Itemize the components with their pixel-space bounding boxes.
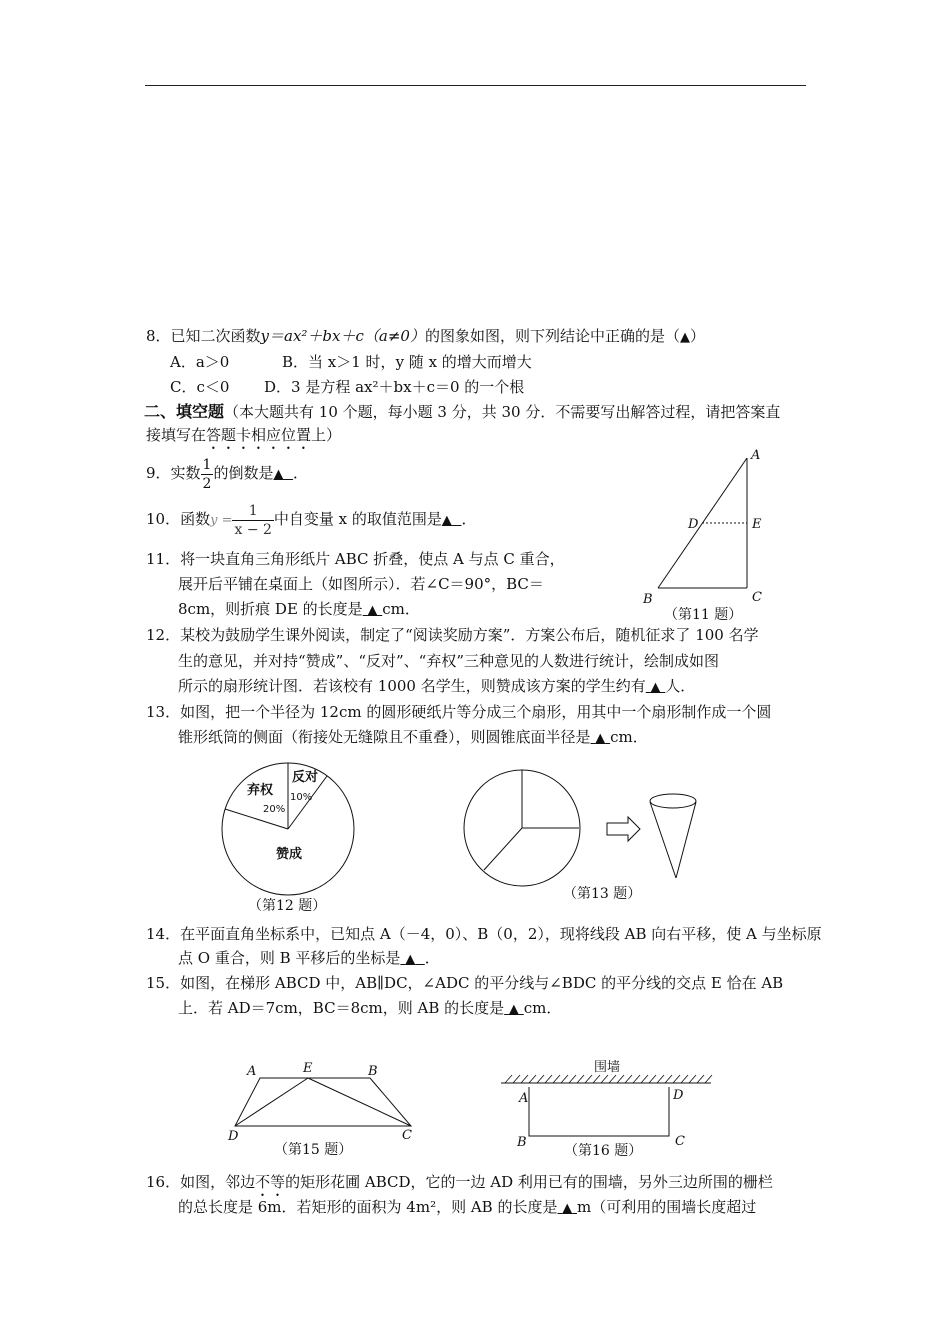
q11-unit: cm． bbox=[382, 600, 420, 618]
q10-end: ． bbox=[461, 510, 477, 528]
fig15-label-a: A bbox=[247, 1064, 257, 1079]
q16-emphasis: 不等 bbox=[255, 1173, 286, 1191]
header-rule bbox=[145, 85, 806, 86]
segment-ed bbox=[235, 1078, 308, 1126]
q13-unit: cm． bbox=[610, 728, 648, 746]
fig16-wall-label: 围墙 bbox=[594, 1060, 621, 1075]
hatch-mark bbox=[681, 1075, 688, 1083]
fig11-triangle bbox=[630, 440, 790, 630]
q8-option-d: D．3 是方程 ax²＋bx＋c＝0 的一个根 bbox=[264, 378, 525, 396]
fraction-numerator: 1 bbox=[232, 502, 273, 521]
section-intro-b1: 接填写在 bbox=[146, 426, 207, 444]
q9-end: ． bbox=[293, 464, 309, 482]
fig16-label-c: C bbox=[675, 1134, 685, 1149]
cone-rim bbox=[650, 794, 696, 808]
q11-text: 8cm，则折痕 DE 的长度是 bbox=[178, 600, 363, 618]
fig12-pie-chart bbox=[215, 758, 365, 908]
q15-text: 上．若 AD＝7cm，BC＝8cm，则 AB 的长度是 bbox=[178, 999, 505, 1017]
answer-triangle-icon: ▲ bbox=[508, 1002, 519, 1017]
fig13-caption: （第13 题） bbox=[563, 886, 642, 902]
hatch-mark bbox=[545, 1075, 552, 1083]
answer-triangle-icon: ▲ bbox=[367, 603, 378, 618]
q10-lhs: y = bbox=[210, 513, 233, 528]
q14-text: 点 O 重合，则 B 平移后的坐标是 bbox=[178, 949, 401, 967]
pie-label-abstain: 弃权 bbox=[247, 783, 274, 798]
fig16-caption: （第16 题） bbox=[564, 1143, 643, 1159]
fence-abcd bbox=[529, 1087, 669, 1136]
q14-line1: 14．在平面直角坐标系中，已知点 A（－4，0）、B（0，2），现将线段 AB 向右平移，使 A 与坐标原 bbox=[146, 925, 822, 943]
fraction-one-half bbox=[201, 456, 214, 493]
section-intro-b2: 上） bbox=[311, 426, 342, 444]
segment-ec bbox=[308, 1078, 411, 1126]
q13-line1: 13．如图，把一个半径为 12cm 的圆形硬纸片等分成三个扇形，用其中一个扇形制作成一个圆 bbox=[146, 703, 772, 721]
pie-label-oppose-pct: 10% bbox=[290, 792, 313, 803]
answer-triangle-icon: ▲ bbox=[679, 330, 690, 345]
q9 bbox=[146, 452, 308, 496]
q13-line2 bbox=[178, 727, 648, 749]
pie-label-abstain-pct: 20% bbox=[263, 804, 286, 815]
hatch-mark bbox=[569, 1075, 576, 1083]
hatch-mark bbox=[577, 1075, 584, 1083]
q16-line2 bbox=[178, 1197, 756, 1219]
hatch-mark bbox=[633, 1075, 640, 1083]
fig11-label-e: E bbox=[752, 517, 762, 532]
q8-text-c: ） bbox=[689, 327, 705, 345]
q15-unit: cm． bbox=[523, 999, 562, 1017]
q13-text: 锥形纸筒的侧面（衔接处无缝隙且不重叠），则圆锥底面半径是 bbox=[178, 728, 591, 746]
hatch-mark bbox=[585, 1075, 592, 1083]
q10 bbox=[146, 498, 476, 542]
arrow-right-icon bbox=[607, 817, 640, 841]
section-title: 二、填空题 bbox=[144, 402, 225, 421]
q11-line3 bbox=[178, 599, 420, 621]
hatch-mark bbox=[649, 1075, 656, 1083]
q8-option-b: B．当 x＞1 时，y 随 x 的增大而增大 bbox=[282, 353, 532, 371]
cone-side-left bbox=[650, 802, 676, 878]
fig16-label-a: A bbox=[519, 1091, 529, 1106]
answer-triangle-icon: ▲ bbox=[650, 680, 661, 695]
fraction-function bbox=[232, 502, 273, 539]
fig15-label-b: B bbox=[368, 1064, 378, 1079]
q16-text: 16．如图，邻边 bbox=[146, 1173, 256, 1191]
hatch-mark bbox=[705, 1075, 712, 1083]
fig11-label-a: A bbox=[751, 448, 761, 463]
hatch-mark bbox=[561, 1075, 568, 1083]
q12-text: 所示的扇形统计图．若该校有 1000 名学生，则赞成该方案的学生约有 bbox=[178, 677, 646, 695]
fig13-diagram bbox=[460, 765, 720, 895]
hatch-mark bbox=[513, 1075, 520, 1083]
fraction-denominator: x − 2 bbox=[234, 521, 272, 538]
q8-option-a: A．a＞0 bbox=[170, 353, 230, 371]
hatch-mark bbox=[529, 1075, 536, 1083]
sector-divider-3 bbox=[484, 828, 522, 870]
fraction-numerator: 1 bbox=[202, 456, 212, 473]
cone-side-right bbox=[676, 802, 696, 878]
hatch-mark bbox=[625, 1075, 632, 1083]
q9-text-b: 的倒数是 bbox=[213, 464, 274, 482]
hatch-mark bbox=[641, 1075, 648, 1083]
q8-option-c: C．c＜0 bbox=[170, 378, 230, 396]
hatch-mark bbox=[673, 1075, 680, 1083]
q16-text-c: 的总长度是 6m．若矩形的面积为 4m²，则 AB 的长度是 bbox=[178, 1198, 558, 1216]
hatch-mark bbox=[505, 1075, 512, 1083]
answer-triangle-icon: ▲ bbox=[562, 1201, 573, 1216]
q12-line3 bbox=[178, 676, 695, 698]
answer-triangle-icon: ▲ bbox=[441, 513, 452, 528]
q14-end: ． bbox=[424, 949, 440, 967]
hatch-mark bbox=[521, 1075, 528, 1083]
fig16-label-b: B bbox=[517, 1135, 527, 1150]
fig15-label-c: C bbox=[402, 1128, 412, 1143]
q16-text-b: 的矩形花圃 ABCD，它的一边 AD 利用已有的围墙，另外三边所围的栅栏 bbox=[285, 1173, 773, 1191]
fig16-label-d: D bbox=[673, 1088, 684, 1103]
fig11-caption: （第11 题） bbox=[664, 607, 743, 623]
hatch-mark bbox=[697, 1075, 704, 1083]
hatch-mark bbox=[665, 1075, 672, 1083]
answer-triangle-icon: ▲ bbox=[595, 731, 606, 746]
q11-line2: 展开后平铺在桌面上（如图所示）．若∠C＝90°，BC＝ bbox=[178, 575, 544, 593]
hatch-mark bbox=[689, 1075, 696, 1083]
q15-line1: 15．如图，在梯形 ABCD 中，AB∥DC，∠ADC 的平分线与∠BDC 的平分线的交点 E 恰在 AB bbox=[146, 974, 784, 992]
fig15-caption: （第15 题） bbox=[274, 1142, 353, 1158]
fig11-label-b: B bbox=[643, 592, 653, 607]
q10-text-b: 中自变量 x 的取值范围是 bbox=[273, 510, 442, 528]
q12-line1: 12．某校为鼓励学生课外阅读，制定了“阅读奖励方案”．方案公布后，随机征求了 100 名学 bbox=[146, 626, 759, 644]
section-intro: （本大题共有 10 个题，每小题 3 分，共 30 分．不需要写出解答过程，请把答案直 bbox=[224, 403, 781, 421]
fig11-label-d: D bbox=[688, 517, 699, 532]
section-intro-emphasis: 答题卡相应位置 bbox=[206, 426, 312, 444]
q16-text-d: m（可利用的围墙长度超过 bbox=[577, 1198, 757, 1216]
fig11-label-c: C bbox=[752, 590, 762, 605]
hatch-mark bbox=[537, 1075, 544, 1083]
answer-triangle-icon: ▲ bbox=[273, 467, 284, 482]
q12-unit: 人． bbox=[665, 677, 696, 695]
q11-line1: 11．将一块直角三角形纸片 ABC 折叠，使点 A 与点 C 重合， bbox=[146, 550, 565, 568]
q8-text: 8．已知二次函数 bbox=[146, 327, 261, 345]
q16-line1 bbox=[146, 1172, 773, 1200]
pie-label-approve: 赞成 bbox=[276, 847, 303, 862]
hatch-mark bbox=[657, 1075, 664, 1083]
q8-stem bbox=[146, 326, 705, 348]
q8-text-b: 的图象如图，则下列结论中正确的是（ bbox=[424, 327, 680, 345]
hatch-mark bbox=[553, 1075, 560, 1083]
q10-text: 10．函数 bbox=[146, 510, 211, 528]
fig15-label-d: D bbox=[228, 1129, 239, 1144]
answer-triangle-icon: ▲ bbox=[405, 952, 416, 967]
q12-line2: 生的意见，并对持“赞成”、“反对”、“弃权”三种意见的人数进行统计，绘制成如图 bbox=[178, 652, 720, 670]
q8-formula: y＝ax²＋bx＋c（a≠0） bbox=[260, 327, 425, 345]
pie-label-oppose: 反对 bbox=[292, 770, 319, 785]
q14-line2 bbox=[178, 948, 440, 970]
fraction-denominator: 2 bbox=[202, 475, 212, 492]
q9-text: 9．实数 bbox=[146, 464, 201, 482]
section2-header bbox=[144, 402, 780, 422]
q15-line2 bbox=[178, 998, 561, 1020]
fig15-label-e: E bbox=[303, 1061, 313, 1076]
section2-intro-line2 bbox=[146, 425, 341, 453]
fig12-caption: （第12 题） bbox=[248, 898, 327, 914]
